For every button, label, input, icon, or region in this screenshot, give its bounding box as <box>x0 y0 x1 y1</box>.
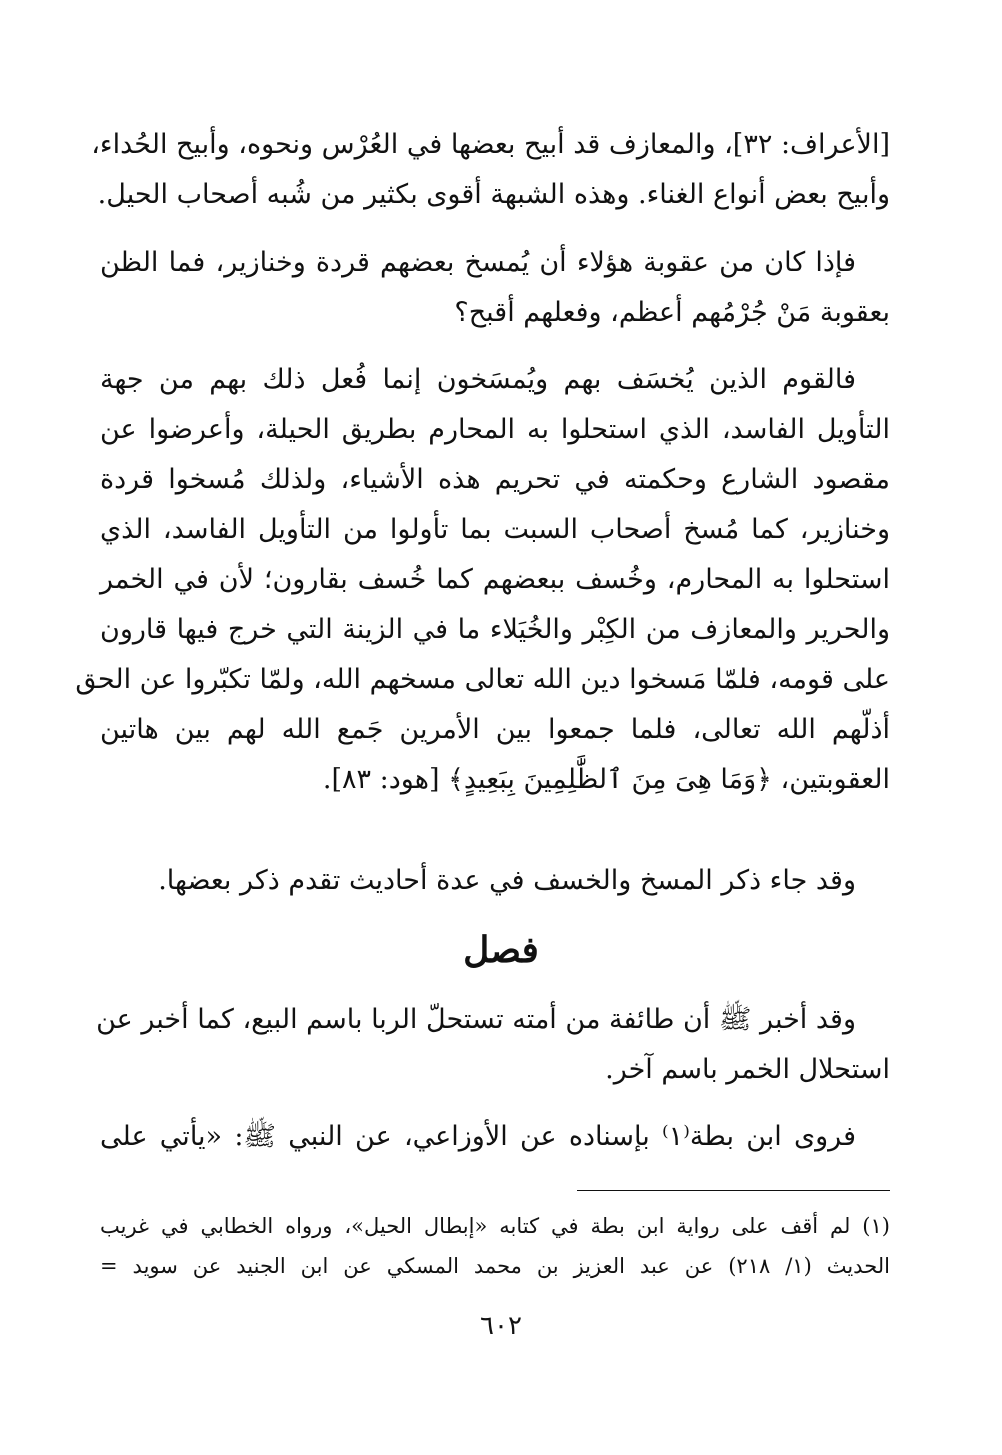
paragraph-4 <box>100 856 890 906</box>
text-line: استحلال الخمر باسم آخر. <box>605 1054 890 1085</box>
text-line: التأويل الفاسد، الذي استحلوا به المحارم بطريق الحيلة، وأعرضوا عن <box>100 414 890 445</box>
text-line: [الأعراف: ٣٢]، والمعازف قد أبيح بعضها في العُرْس ونحوه، وأبيح الحُداء، <box>91 129 890 160</box>
text-line: العقوبتين، ﴿وَمَا هِىَ مِنَ ٱلظَّٰلِمِينَ بِبَعِيدٍ﴾ [هود: ٨٣]. <box>322 764 890 795</box>
text-line: وقد جاء ذكر المسخ والخسف في عدة أحاديث تقدم ذكر بعضها. <box>158 865 856 896</box>
footnote-line: (١) لم أقف على رواية ابن بطة في كتابه «إبطال الحيل»، ورواه الخطابي في غريب <box>100 1214 890 1238</box>
text-line: أذلّهم الله تعالى، فلما جمعوا بين الأمرين جَمع الله لهم بين هاتين <box>100 714 890 745</box>
section-heading: فصل <box>463 929 539 971</box>
text-line: فروى ابن بطة⁽١⁾ بإسناده عن الأوزاعي، عن النبي ﷺ: «يأتي على <box>100 1121 856 1152</box>
footnote-divider <box>577 1190 890 1191</box>
text-line: وأبيح بعض أنواع الغناء. وهذه الشبهة أقوى بكثير من شُبه أصحاب الحيل. <box>97 179 890 210</box>
text-line: وقد أخبر ﷺ أن طائفة من أمته تستحلّ الربا باسم البيع، كما أخبر عن <box>96 1004 856 1035</box>
text-line: استحلوا به المحارم، وخُسف ببعضهم كما خُسف بقارون؛ لأن في الخمر <box>100 564 890 595</box>
text-line: وخنازير، كما مُسخ أصحاب السبت بما تأولوا من التأويل الفاسد، الذي <box>100 514 890 545</box>
footnote-line: الحديث (١/ ٢١٨) عن عبد العزيز بن محمد المسكي عن ابن الجنيد عن سويد = <box>100 1254 890 1278</box>
text-line: فإذا كان من عقوبة هؤلاء أن يُمسخ بعضهم قردة وخنازير، فما الظن <box>100 247 856 278</box>
text-line: والحرير والمعازف من الكِبْر والخُيَلاء ما في الزينة التي خرج فيها قارون <box>100 614 890 645</box>
paragraph-3 <box>75 355 890 805</box>
text-line: فالقوم الذين يُخسَف بهم ويُمسَخون إنما فُعل ذلك بهم من جهة <box>100 364 856 395</box>
paragraph-2 <box>100 238 890 338</box>
text-line: بعقوبة مَنْ جُرْمُهم أعظم، وفعلهم أقبح؟ <box>454 297 890 328</box>
page-number: ٦٠٢ <box>480 1311 522 1341</box>
paragraph-1 <box>91 120 890 220</box>
paragraph-6 <box>100 1112 890 1162</box>
footnotes <box>100 1206 890 1286</box>
paragraph-5 <box>96 995 890 1095</box>
text-line: مقصود الشارع وحكمته في تحريم هذه الأشياء، ولذلك مُسخوا قردة <box>100 464 890 495</box>
text-line: على قومه، فلمّا مَسخوا دين الله تعالى مسخهم الله، ولمّا تكبّروا عن الحق <box>75 664 890 695</box>
